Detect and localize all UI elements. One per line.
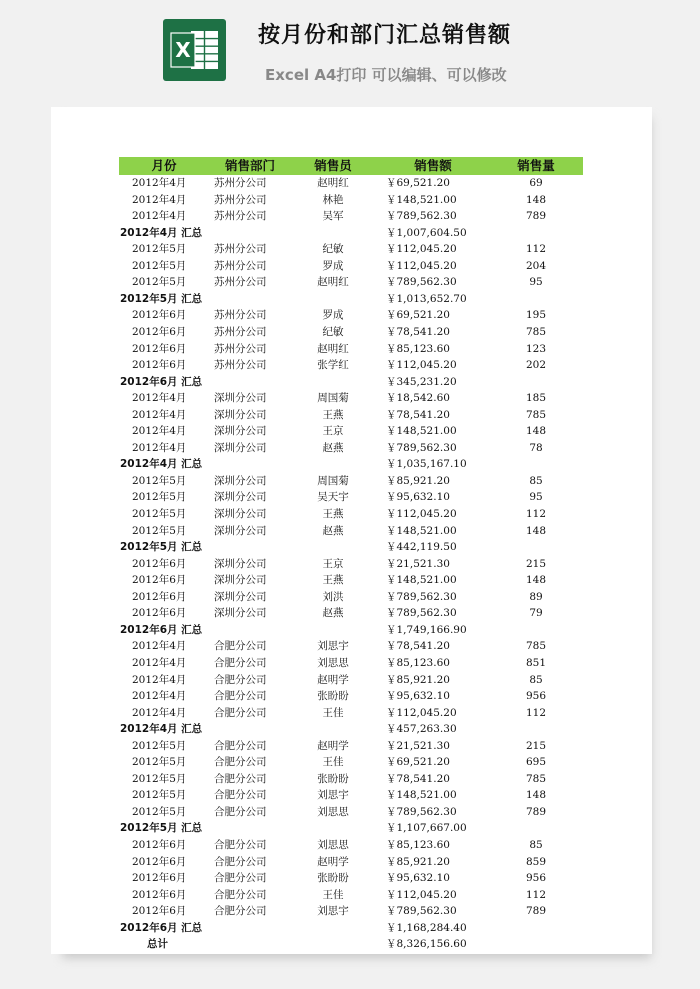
table-header-row [119, 157, 583, 175]
cell-amount: ￥789,562.30 [386, 805, 457, 818]
cell-salesperson: 张学红 [317, 359, 349, 372]
cell-salesperson: 王佳 [322, 756, 344, 769]
cell-dept: 合肥分公司 [214, 656, 267, 669]
subtotal-label: 2012年6月 汇总 [120, 623, 203, 636]
cell-month: 2012年4月 [132, 408, 187, 421]
cell-salesperson: 刘思宇 [317, 640, 349, 653]
cell-month: 2012年5月 [132, 805, 187, 818]
cell-amount: ￥85,123.60 [386, 839, 450, 851]
cell-amount: ￥69,521.20 [386, 756, 450, 769]
cell-amount: ￥21,521.30 [386, 557, 450, 570]
cell-month: 2012年5月 [132, 789, 187, 802]
cell-amount: ￥18,542.60 [386, 392, 450, 405]
cell-amount: ￥78,541.20 [386, 325, 450, 338]
cell-dept: 苏州分公司 [214, 177, 267, 189]
cell-dept: 苏州分公司 [214, 309, 267, 322]
cell-amount: ￥148,521.00 [386, 789, 457, 802]
cell-qty: 148 [525, 193, 547, 206]
cell-salesperson: 吴军 [322, 210, 344, 223]
cell-month: 2012年5月 [132, 772, 187, 785]
cell-salesperson: 刘思思 [317, 839, 349, 851]
cell-qty: 859 [525, 855, 547, 868]
subtotal-label: 2012年6月 汇总 [120, 921, 203, 934]
cell-month: 2012年6月 [132, 905, 187, 918]
page-title: 按月份和部门汇总销售额 [258, 23, 512, 48]
cell-qty: 112 [525, 706, 547, 719]
cell-qty: 112 [525, 508, 547, 520]
cell-amount: ￥789,562.30 [386, 590, 457, 603]
excel-logo-icon [163, 19, 226, 81]
cell-salesperson: 王燕 [322, 408, 344, 421]
cell-amount: ￥148,521.00 [386, 524, 457, 537]
cell-month: 2012年5月 [132, 491, 187, 504]
cell-dept: 深圳分公司 [214, 508, 267, 520]
cell-dept: 合肥分公司 [214, 690, 267, 703]
cell-month: 2012年5月 [132, 508, 187, 520]
cell-qty: 789 [525, 805, 547, 818]
cell-qty: 215 [525, 557, 547, 570]
cell-salesperson: 张盼盼 [317, 872, 349, 885]
header-qty: 销售量 [517, 158, 555, 173]
cell-salesperson: 周国菊 [317, 474, 349, 487]
cell-dept: 深圳分公司 [214, 590, 267, 603]
cell-amount: ￥78,541.20 [386, 640, 450, 653]
cell-salesperson: 纪敏 [322, 243, 344, 256]
cell-salesperson: 林艳 [322, 193, 344, 206]
cell-qty: 95 [529, 491, 543, 504]
cell-qty: 789 [525, 210, 547, 223]
cell-salesperson: 吴天宇 [317, 491, 349, 504]
cell-dept: 深圳分公司 [214, 408, 267, 421]
cell-salesperson: 罗成 [322, 309, 344, 322]
cell-dept: 合肥分公司 [214, 772, 267, 785]
cell-salesperson: 赵明学 [317, 855, 349, 868]
cell-dept: 合肥分公司 [214, 789, 267, 802]
cell-salesperson: 刘思宇 [317, 789, 349, 802]
cell-month: 2012年5月 [132, 276, 187, 289]
subtotal-label: 2012年5月 汇总 [120, 822, 203, 835]
cell-dept: 深圳分公司 [214, 557, 267, 570]
subtotal-label: 2012年4月 汇总 [120, 458, 203, 471]
cell-salesperson: 王京 [322, 425, 344, 438]
cell-dept: 合肥分公司 [214, 756, 267, 769]
cell-amount: ￥95,632.10 [386, 872, 450, 885]
cell-dept: 深圳分公司 [214, 441, 267, 454]
cell-dept: 深圳分公司 [214, 425, 267, 438]
cell-dept: 合肥分公司 [214, 839, 267, 851]
cell-qty: 148 [525, 425, 547, 438]
cell-month: 2012年6月 [132, 872, 187, 885]
cell-dept: 苏州分公司 [214, 243, 267, 256]
cell-qty: 785 [525, 640, 547, 653]
cell-amount: ￥112,045.20 [386, 706, 457, 719]
subtotal-amount: ￥1,035,167.10 [386, 458, 467, 471]
cell-qty: 85 [529, 839, 543, 851]
cell-amount: ￥789,562.30 [386, 441, 457, 454]
cell-salesperson: 赵明学 [317, 673, 349, 686]
cell-qty: 789 [525, 905, 547, 918]
cell-salesperson: 王京 [322, 557, 344, 570]
subtotal-label: 2012年4月 汇总 [120, 723, 203, 736]
cell-salesperson: 罗成 [322, 259, 344, 272]
cell-salesperson: 赵明红 [317, 342, 349, 355]
cell-amount: ￥85,921.20 [386, 673, 450, 686]
cell-amount: ￥789,562.30 [386, 276, 457, 289]
cell-amount: ￥85,921.20 [386, 855, 450, 868]
cell-qty: 148 [525, 524, 547, 537]
cell-salesperson: 赵燕 [322, 441, 344, 454]
cell-amount: ￥789,562.30 [386, 607, 457, 620]
cell-amount: ￥85,123.60 [386, 656, 450, 669]
cell-qty: 695 [525, 756, 547, 769]
cell-salesperson: 张盼盼 [317, 772, 349, 785]
cell-dept: 苏州分公司 [214, 210, 267, 223]
cell-qty: 78 [529, 441, 543, 454]
cell-dept: 苏州分公司 [214, 342, 267, 355]
cell-month: 2012年6月 [132, 557, 187, 570]
cell-amount: ￥112,045.20 [386, 243, 457, 256]
cell-amount: ￥112,045.20 [386, 888, 457, 901]
cell-salesperson: 刘洪 [322, 590, 344, 603]
cell-month: 2012年4月 [132, 673, 187, 686]
grand-total-label: 总计 [147, 938, 168, 951]
cell-amount: ￥69,521.20 [386, 309, 450, 322]
cell-salesperson: 王佳 [322, 706, 344, 719]
cell-qty: 112 [525, 243, 547, 256]
cell-qty: 85 [529, 673, 543, 686]
cell-qty: 148 [525, 574, 547, 587]
cell-salesperson: 王燕 [322, 508, 344, 520]
subtotal-label: 2012年6月 汇总 [120, 375, 203, 388]
cell-salesperson: 王佳 [322, 888, 344, 901]
grand-total-amount: ￥8,326,156.60 [386, 938, 467, 951]
cell-qty: 95 [529, 276, 543, 289]
svg-text:X: X [175, 38, 191, 62]
cell-month: 2012年6月 [132, 590, 187, 603]
cell-amount: ￥112,045.20 [386, 508, 457, 520]
cell-dept: 深圳分公司 [214, 474, 267, 487]
cell-month: 2012年5月 [132, 739, 187, 752]
cell-month: 2012年5月 [132, 474, 187, 487]
cell-dept: 深圳分公司 [214, 574, 267, 587]
cell-month: 2012年4月 [132, 210, 187, 223]
cell-month: 2012年6月 [132, 342, 187, 355]
cell-dept: 合肥分公司 [214, 888, 267, 901]
cell-amount: ￥78,541.20 [386, 772, 450, 785]
cell-amount: ￥85,921.20 [386, 474, 450, 487]
cell-salesperson: 周国菊 [317, 392, 349, 405]
cell-qty: 185 [525, 392, 547, 405]
cell-month: 2012年6月 [132, 325, 187, 338]
cell-month: 2012年4月 [132, 392, 187, 405]
cell-salesperson: 赵明红 [317, 276, 349, 289]
subtotal-amount: ￥1,007,604.50 [386, 226, 467, 239]
cell-dept: 苏州分公司 [214, 276, 267, 289]
cell-month: 2012年5月 [132, 243, 187, 256]
header-amount: 销售额 [414, 158, 452, 173]
cell-qty: 89 [529, 590, 543, 603]
cell-month: 2012年4月 [132, 441, 187, 454]
subtotal-amount: ￥442,119.50 [386, 541, 457, 554]
cell-amount: ￥95,632.10 [386, 491, 450, 504]
cell-dept: 苏州分公司 [214, 325, 267, 338]
cell-dept: 合肥分公司 [214, 673, 267, 686]
cell-month: 2012年5月 [132, 756, 187, 769]
cell-dept: 深圳分公司 [214, 392, 267, 405]
cell-dept: 合肥分公司 [214, 640, 267, 653]
cell-qty: 202 [525, 359, 547, 372]
cell-month: 2012年6月 [132, 888, 187, 901]
header-salesperson: 销售员 [314, 158, 352, 173]
cell-amount: ￥148,521.00 [386, 574, 457, 587]
cell-month: 2012年6月 [132, 574, 187, 587]
cell-salesperson: 刘思宇 [317, 905, 349, 918]
subtotal-amount: ￥457,263.30 [386, 723, 457, 736]
cell-qty: 195 [525, 309, 547, 322]
cell-amount: ￥148,521.00 [386, 193, 457, 206]
cell-salesperson: 张盼盼 [317, 690, 349, 703]
cell-month: 2012年4月 [132, 177, 187, 189]
cell-month: 2012年6月 [132, 839, 187, 851]
cell-salesperson: 刘思思 [317, 805, 349, 818]
subtotal-amount: ￥345,231.20 [386, 375, 457, 388]
cell-month: 2012年4月 [132, 425, 187, 438]
header-month: 月份 [151, 158, 177, 173]
cell-qty: 851 [525, 656, 547, 669]
cell-qty: 785 [525, 325, 547, 338]
cell-dept: 苏州分公司 [214, 193, 267, 206]
cell-amount: ￥148,521.00 [386, 425, 457, 438]
cell-month: 2012年4月 [132, 656, 187, 669]
cell-qty: 785 [525, 772, 547, 785]
cell-salesperson: 王燕 [322, 574, 344, 587]
subtotal-amount: ￥1,749,166.90 [386, 623, 467, 636]
cell-dept: 合肥分公司 [214, 805, 267, 818]
cell-month: 2012年6月 [132, 607, 187, 620]
cell-dept: 合肥分公司 [214, 855, 267, 868]
cell-salesperson: 纪敏 [322, 325, 344, 338]
cell-qty: 215 [525, 739, 547, 752]
cell-amount: ￥78,541.20 [386, 408, 450, 421]
cell-dept: 深圳分公司 [214, 607, 267, 620]
cell-qty: 123 [525, 342, 547, 355]
cell-month: 2012年6月 [132, 309, 187, 322]
cell-salesperson: 赵明学 [317, 739, 349, 752]
cell-month: 2012年4月 [132, 193, 187, 206]
cell-month: 2012年6月 [132, 855, 187, 868]
cell-dept: 深圳分公司 [214, 524, 267, 537]
cell-amount: ￥21,521.30 [386, 739, 450, 752]
cell-amount: ￥85,123.60 [386, 342, 450, 355]
subtotal-amount: ￥1,013,652.70 [386, 292, 467, 305]
cell-salesperson: 刘思思 [317, 656, 349, 669]
cell-qty: 79 [529, 607, 543, 620]
cell-dept: 深圳分公司 [214, 491, 267, 504]
cell-month: 2012年5月 [132, 259, 187, 272]
cell-amount: ￥69,521.20 [386, 177, 450, 189]
cell-qty: 785 [525, 408, 547, 421]
subtotal-label: 2012年5月 汇总 [120, 541, 203, 554]
spreadsheet-page [51, 107, 652, 954]
cell-month: 2012年6月 [132, 359, 187, 372]
subtotal-amount: ￥1,168,284.40 [386, 921, 467, 934]
cell-qty: 85 [529, 474, 543, 487]
cell-month: 2012年4月 [132, 640, 187, 653]
cell-month: 2012年4月 [132, 706, 187, 719]
cell-qty: 148 [525, 789, 547, 802]
cell-dept: 合肥分公司 [214, 706, 267, 719]
cell-amount: ￥112,045.20 [386, 259, 457, 272]
cell-amount: ￥789,562.30 [386, 905, 457, 918]
subtotal-label: 2012年4月 汇总 [120, 226, 203, 239]
cell-dept: 合肥分公司 [214, 739, 267, 752]
cell-qty: 204 [525, 259, 547, 272]
cell-dept: 合肥分公司 [214, 872, 267, 885]
subtotal-label: 2012年5月 汇总 [120, 292, 203, 305]
cell-month: 2012年5月 [132, 524, 187, 537]
cell-amount: ￥789,562.30 [386, 210, 457, 223]
cell-salesperson: 赵燕 [322, 607, 344, 620]
cell-qty: 956 [525, 690, 547, 703]
cell-amount: ￥95,632.10 [386, 690, 450, 703]
subtotal-amount: ￥1,107,667.00 [386, 822, 467, 835]
page-subtitle: Excel A4打印 可以编辑、可以修改 [265, 66, 507, 84]
cell-dept: 苏州分公司 [214, 259, 267, 272]
cell-qty: 112 [525, 888, 547, 901]
cell-qty: 69 [529, 177, 543, 189]
cell-qty: 956 [525, 872, 547, 885]
header-dept: 销售部门 [224, 158, 276, 173]
cell-salesperson: 赵燕 [322, 524, 344, 537]
cell-dept: 苏州分公司 [214, 359, 267, 372]
cell-month: 2012年4月 [132, 690, 187, 703]
cell-amount: ￥112,045.20 [386, 359, 457, 372]
cell-dept: 合肥分公司 [214, 905, 267, 918]
cell-salesperson: 赵明红 [317, 177, 349, 189]
